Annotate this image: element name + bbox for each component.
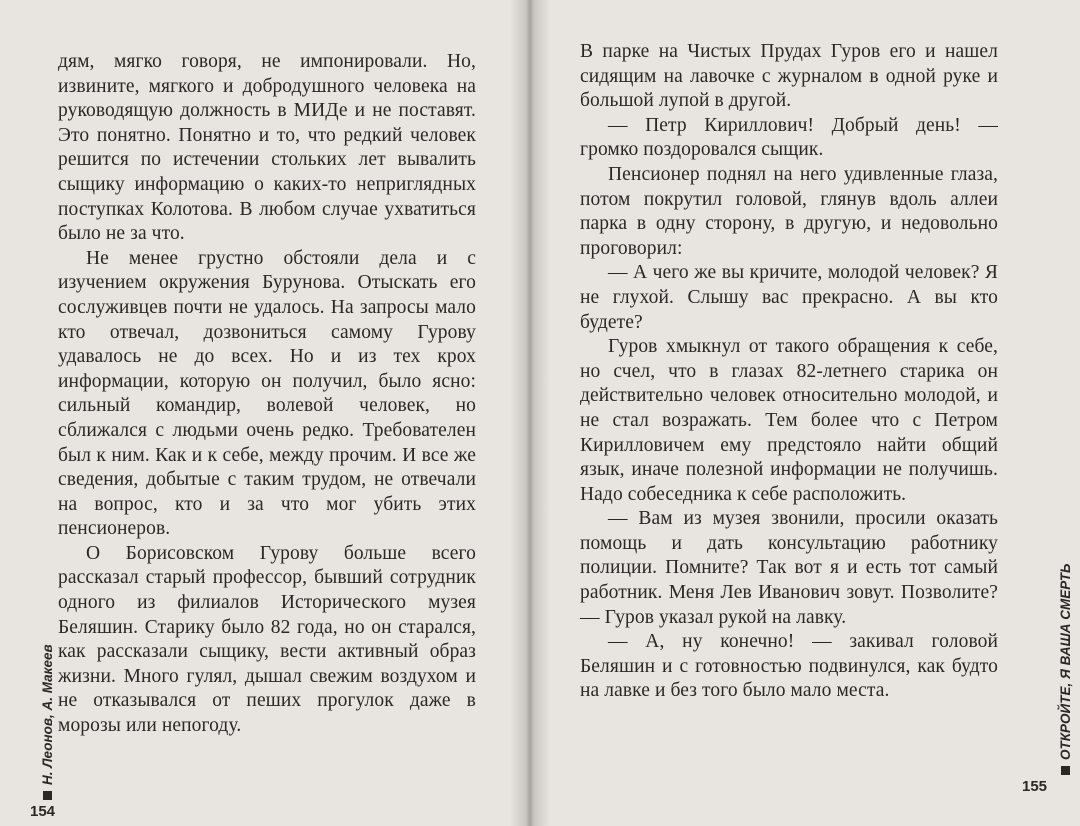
right-page-number: 155 [1022,778,1048,795]
right-running-head [1058,563,1073,775]
right-page-text [580,40,998,704]
paragraph: — А, ну конечно! — закивал головой Беляшин и с готовностью подвинулся, как будто на лавке и без того было мало места. [580,631,998,702]
right-page [530,0,1080,826]
left-running-head [40,644,55,800]
running-head-text: Н. Леонов, А. Макеев [40,644,55,785]
paragraph: Не менее грустно обстояли дела и с изучением окружения Бурунова. Отыскать его сослуживцев почти не удалось. На запросы мало кто отвечал, дозвониться самому Гурову удавалось не до всех. Но и из тех крох информации, которую он получил, было ясно: сильный командир, волевой человек, но сближался с людьми очень редко. Требователен был к ним. Как и к себе, между прочим. И все же сведения, добытые с таким трудом, не отвечали на вопрос, кто и за что мог убить этих пенсионеров. [58,247,476,540]
paragraph: дям, мягко говоря, не импонировали. Но, извините, мягкого и добродушного человека на руководящую должность в МИДе и не поставят. Это понятно. Понятно и то, что редкий человек решится по истечении стольких лет вывалить сыщику информацию о каких-то неприглядных поступках Колотова. В любом случае ухватиться было не за что. [58,51,476,245]
left-page-number: 154 [30,803,56,820]
paragraph: О Борисовском Гурову больше всего рассказал старый профессор, бывший сотрудник одного из филиалов Исторического музея Беляшин. Старику было 82 года, но он старался, как рассказали сыщику, вести активный образ жизни. Много гулял, дышал свежим воздухом и не отказывался от пеших прогулок даже в морозы или непогоду. [58,542,476,737]
left-page-text [58,50,476,739]
paragraph: — Вам из музея звонили, просили оказать помощь и дать консультацию работнику полиции. Помните? Так вот я и есть тот самый работник. Меня Лев Иванович зовут. Позволите? — Гуров указал рукой на лавку. [580,508,998,628]
paragraph: В парке на Чистых Прудах Гуров его и нашел сидящим на лавочке с журналом в одной руке и большой лупой в другой. [580,41,998,112]
running-head-text: ОТКРОЙТЕ, Я ВАША СМЕРТЬ [1058,563,1073,760]
paragraph: — А чего же вы кричите, молодой человек? Я не глухой. Слышу вас прекрасно. А вы кто будете? [580,262,998,333]
paragraph: Гуров хмыкнул от такого обращения к себе, но счел, что в глазах 82-летнего старика он действительно человек относительно молодой, и не стал возражать. Тем более что с Петром Кирилловичем ему предстояло найти общий язык, иначе полезной информации не получишь. Надо собеседника к себе расположить. [580,336,998,505]
paragraph: Пенсионер поднял на него удивленные глаза, потом покрутил головой, глянув вдоль аллеи парка в одну сторону, в другую, и недовольно проговорил: [580,163,998,259]
square-bullet-icon [43,791,52,800]
left-page [0,0,530,826]
paragraph: — Петр Кириллович! Добрый день! — громко поздоровался сыщик. [580,114,998,161]
square-bullet-icon [1061,766,1070,775]
